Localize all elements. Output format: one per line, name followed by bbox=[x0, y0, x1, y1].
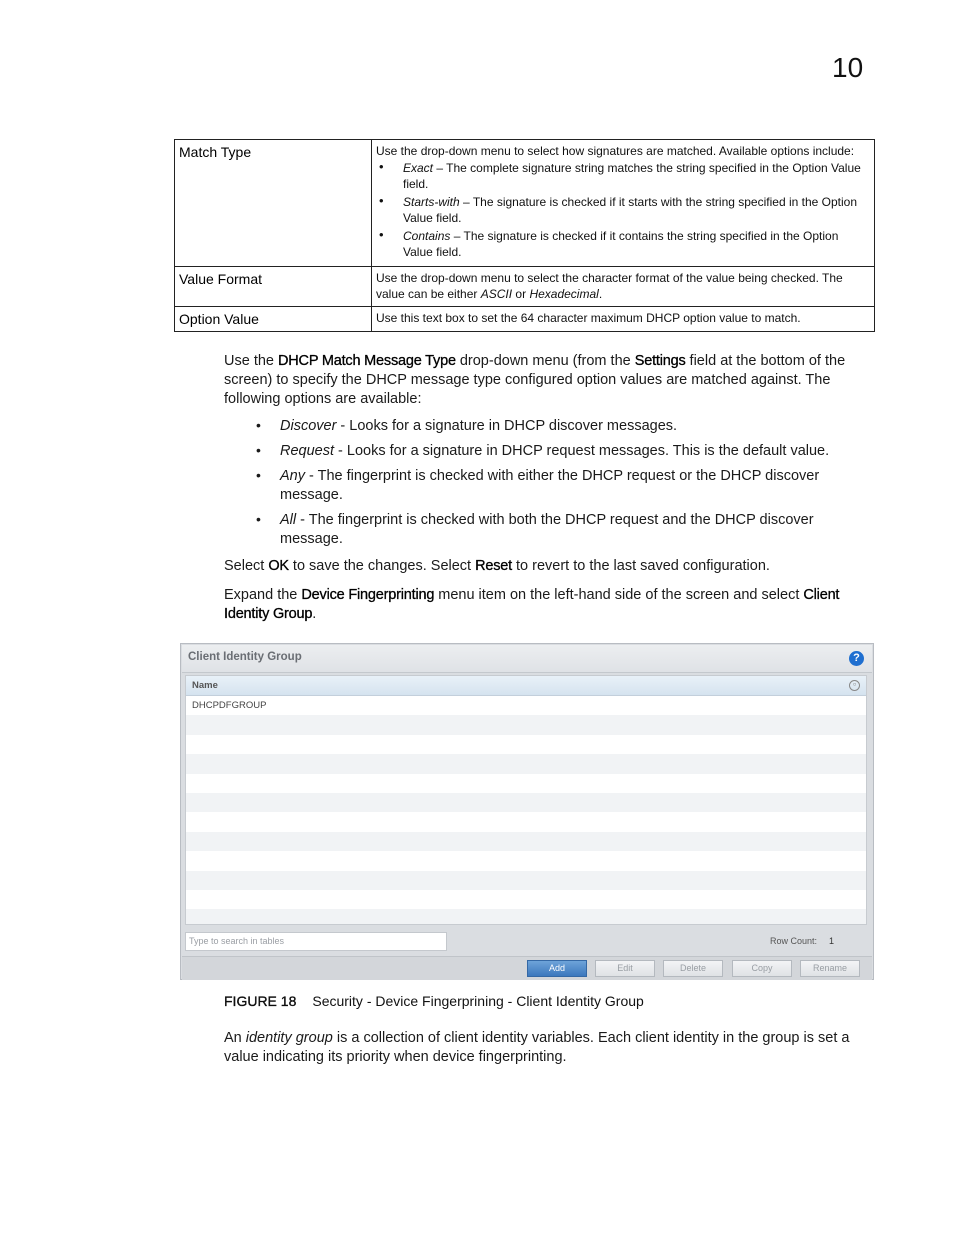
desc-text: . bbox=[598, 287, 603, 301]
bullet-icon: • bbox=[379, 159, 384, 174]
delete-button[interactable]: Delete bbox=[663, 960, 723, 977]
client-identity-group-screen bbox=[180, 643, 874, 980]
table-row bbox=[175, 267, 875, 307]
param-name: Option Value bbox=[175, 307, 372, 332]
column-menu-icon[interactable]: ○ bbox=[849, 680, 860, 691]
text: drop-down menu (from the bbox=[455, 353, 635, 369]
panel-title: Client Identity Group bbox=[188, 651, 302, 663]
bullet-icon: • bbox=[256, 467, 261, 483]
option-term: Starts-with bbox=[403, 195, 460, 209]
chapter-number: 10 bbox=[832, 52, 864, 83]
option-term: Contains bbox=[403, 229, 451, 243]
bullet-icon: • bbox=[379, 193, 384, 208]
option-term: Discover bbox=[280, 418, 337, 434]
option-text: - Looks for a signature in DHCP discover messages. bbox=[336, 418, 678, 434]
table-row bbox=[186, 851, 866, 870]
desc-term: ASCII bbox=[480, 287, 513, 301]
table-row bbox=[175, 307, 875, 332]
option-text: – The signature is checked if it starts with the string specified in the Option Value field. bbox=[403, 195, 857, 225]
text: to save the changes. Select bbox=[288, 558, 476, 574]
rename-button[interactable]: Rename bbox=[800, 960, 860, 977]
search-input[interactable]: Type to search in tables bbox=[185, 932, 447, 951]
text: is a collection of client identity variables. Each client identity in the group is set a value indicating its priority when device fingerprinting. bbox=[224, 1030, 850, 1065]
option-term: All bbox=[280, 512, 297, 528]
list-item bbox=[376, 194, 870, 226]
paragraph-match-message-type bbox=[224, 352, 874, 409]
option-text: – The signature is checked if it contains the string specified in the Option Value field. bbox=[403, 229, 839, 259]
option-list bbox=[376, 160, 870, 260]
param-description: Use this text box to set the 64 character maximum DHCP option value to match. bbox=[372, 307, 875, 332]
paragraph-expand-menu bbox=[224, 586, 874, 624]
text: menu item on the left-hand side of the screen and select bbox=[434, 587, 804, 603]
ui-term: OK bbox=[268, 558, 289, 574]
param-intro: Use the drop-down menu to select how signatures are matched. Available options include: bbox=[376, 144, 855, 158]
bullet-icon: • bbox=[256, 511, 261, 527]
row-count-value: 1 bbox=[829, 936, 835, 946]
paragraph-identity-group bbox=[224, 1029, 874, 1067]
figure-label: FIGURE 18 bbox=[224, 993, 297, 1009]
table-row bbox=[186, 793, 866, 812]
table-row bbox=[186, 832, 866, 851]
question-circle-icon[interactable]: ? bbox=[849, 651, 864, 666]
button-bar bbox=[182, 956, 872, 980]
add-button[interactable]: Add bbox=[527, 960, 587, 977]
ui-term: Settings bbox=[634, 353, 686, 369]
option-text: - Looks for a signature in DHCP request messages. This is the default value. bbox=[334, 443, 830, 459]
option-term: Any bbox=[280, 468, 305, 484]
desc-term: Hexadecimal bbox=[529, 287, 599, 301]
text: Select bbox=[224, 558, 269, 574]
paragraph-save-reset bbox=[224, 557, 874, 576]
copy-button[interactable]: Copy bbox=[732, 960, 792, 977]
text: . bbox=[312, 606, 317, 622]
identity-group-table bbox=[185, 675, 867, 925]
desc-text: or bbox=[512, 287, 530, 301]
text: Use the bbox=[224, 353, 278, 369]
text: to revert to the last saved configuration. bbox=[512, 558, 770, 574]
param-description bbox=[372, 140, 875, 267]
text: An bbox=[224, 1030, 246, 1046]
list-item bbox=[256, 511, 876, 549]
column-header-name[interactable]: Name bbox=[192, 680, 218, 691]
list-item bbox=[256, 417, 876, 436]
table-row bbox=[186, 735, 866, 754]
ui-term: Device Fingerprinting bbox=[301, 587, 435, 603]
table-header bbox=[186, 676, 866, 696]
list-item bbox=[376, 160, 870, 192]
table-row bbox=[175, 140, 875, 267]
message-type-options bbox=[256, 417, 876, 555]
ui-term: Client Identity Group bbox=[224, 587, 840, 622]
table-row[interactable]: DHCPDFGROUP bbox=[192, 700, 267, 711]
ui-term: DHCP Match Message Type bbox=[278, 353, 456, 369]
list-item bbox=[256, 442, 876, 461]
list-item bbox=[376, 228, 870, 260]
list-item bbox=[256, 467, 876, 505]
table-row bbox=[186, 754, 866, 773]
table-row bbox=[186, 774, 866, 793]
table-row bbox=[186, 909, 866, 925]
option-text: - The fingerprint is checked with both the DHCP request and the DHCP discover message. bbox=[280, 512, 814, 547]
table-row bbox=[186, 715, 866, 734]
text: field at the bottom of the screen) to specify the DHCP message type configured option values are matched against. The following options are available: bbox=[224, 353, 846, 407]
bullet-icon: • bbox=[256, 442, 261, 458]
table-row bbox=[186, 890, 866, 909]
edit-button[interactable]: Edit bbox=[595, 960, 655, 977]
text: Expand the bbox=[224, 587, 302, 603]
option-term: Exact bbox=[403, 161, 434, 175]
figure-title: Security - Device Fingerprining - Client Identity Group bbox=[312, 993, 644, 1009]
row-count-label: Row Count: bbox=[770, 936, 818, 946]
bullet-icon: • bbox=[256, 417, 261, 433]
param-description bbox=[372, 267, 875, 307]
figure-caption bbox=[224, 993, 644, 1009]
desc-text: Use the drop-down menu to select the character format of the value being checked. The value can be either bbox=[376, 271, 843, 301]
table-row bbox=[186, 871, 866, 890]
param-name: Value Format bbox=[175, 267, 372, 307]
panel-header bbox=[182, 645, 872, 673]
option-text: - The fingerprint is checked with either the DHCP request or the DHCP discover message. bbox=[280, 468, 820, 503]
param-name: Match Type bbox=[175, 140, 372, 267]
option-term: Request bbox=[280, 443, 335, 459]
term: identity group bbox=[245, 1030, 333, 1046]
bullet-icon: • bbox=[379, 227, 384, 242]
table-row bbox=[186, 812, 866, 831]
option-text: – The complete signature string matches the string specified in the Option Value field. bbox=[403, 161, 861, 191]
parameter-table bbox=[174, 139, 875, 332]
ui-term: Reset bbox=[475, 558, 512, 574]
